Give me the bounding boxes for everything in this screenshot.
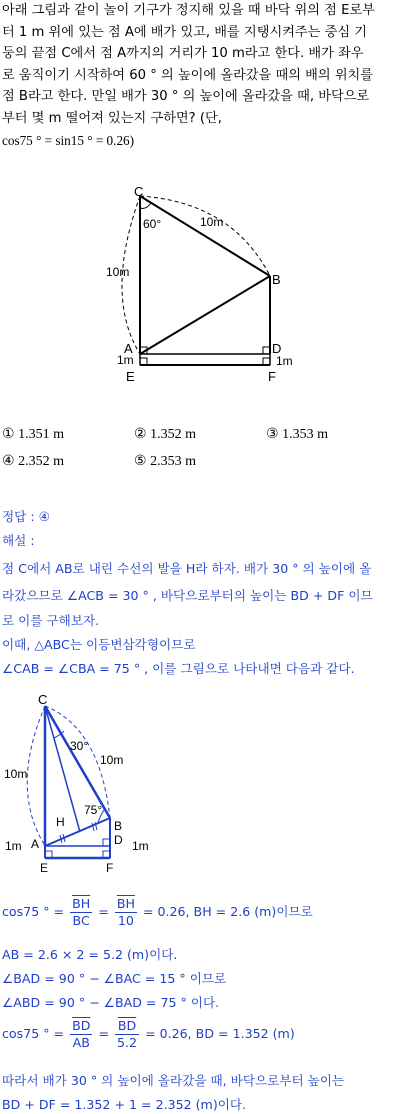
arc-path	[27, 706, 45, 844]
explanation-line: ∠CAB = ∠CBA = 75 ° , 이를 그림으로 나타내면 다음과 같다.	[2, 661, 355, 676]
calc-text: cos75 ° =	[2, 1026, 65, 1041]
fraction	[115, 1018, 139, 1051]
option-5[interactable]: ⑤ 2.353 m	[134, 454, 196, 469]
label-b: B	[272, 272, 281, 287]
label-c: C	[38, 692, 48, 707]
angle-label: 75°	[84, 803, 103, 817]
figure-2	[0, 688, 400, 888]
denominator: 10	[117, 913, 134, 928]
figure-1	[0, 178, 400, 398]
label-e: E	[40, 861, 49, 875]
calc-text: = 0.26, BH = 2.6 (m)이므로	[142, 904, 313, 919]
explanation-line: 이때, △ABC는 이등변삼각형이므로	[2, 637, 196, 652]
label-a: A	[31, 837, 40, 851]
option-4[interactable]: ④ 2.352 m	[2, 454, 64, 469]
label-b: B	[114, 819, 123, 833]
numerator: $\overline{BD}$	[115, 1018, 139, 1035]
denominator: 5.2	[117, 1035, 138, 1050]
options-row	[2, 426, 398, 453]
explanation-line: 점 C에서 AB로 내린 수선의 발을 H라 하자. 배가 30 ° 의 높이에 올	[2, 561, 372, 576]
label-c: C	[134, 184, 144, 199]
question-line: 점 B라고 한다. 만일 배가 30 ° 의 높이에 올라갔을 때, 바닥으로	[2, 89, 370, 105]
right-angle-mark	[140, 358, 147, 365]
calc-text: =	[98, 1026, 110, 1041]
right-angle-mark	[103, 839, 110, 846]
question-line: 아래 그림과 같이 놀이 기구가 정지해 있을 때 바닥 위의 점 E로부	[2, 3, 375, 18]
explanation-line: 라갔으므로 ∠ACB = 30 ° , 바닥으로부터의 높이는 BD + DF 이므	[2, 588, 373, 603]
numerator: $\overline{BH}$	[72, 896, 91, 911]
angle-label: 60°	[143, 217, 162, 231]
length-label: 10m	[200, 215, 224, 229]
length-label: 1m	[5, 839, 22, 853]
option-2[interactable]: ② 1.352 m	[134, 427, 196, 442]
right-angle-mark	[263, 358, 270, 365]
calc-text: = 0.26, BD = 1.352 (m)	[145, 1026, 295, 1041]
label-f: F	[106, 861, 114, 875]
question-line: 터 1 m 위에 있는 점 A에 배가 있고, 배를 지탱시켜주는 중심 기	[2, 24, 368, 40]
label-f: F	[268, 369, 276, 384]
length-label: 1m	[117, 353, 134, 367]
calc-line-5	[2, 1018, 398, 1051]
fraction	[115, 896, 137, 929]
line-ch	[45, 706, 80, 832]
explain-label: 해설 :	[2, 533, 35, 548]
calc-text: =	[98, 904, 109, 919]
angle-label: 30°	[70, 739, 89, 753]
length-label: 10m	[4, 767, 28, 781]
option-3[interactable]: ③ 1.353 m	[266, 427, 328, 442]
calc-line-2: AB = 2.6 × 2 = 5.2 (m)이다.	[2, 947, 178, 962]
right-angle-mark	[263, 347, 270, 354]
fraction	[70, 1018, 92, 1051]
label-e: E	[126, 369, 135, 384]
calc-line-1	[2, 896, 398, 929]
calc-line-7: BD + DF = 1.352 + 1 = 2.352 (m)이다.	[2, 1097, 247, 1112]
length-label: 1m	[132, 839, 149, 853]
calc-line-4: ∠ABD = 90 ° − ∠BAD = 75 ° 이다.	[2, 995, 220, 1010]
label-a: A	[124, 341, 133, 356]
length-label: 1m	[276, 354, 293, 368]
label-d: D	[114, 833, 123, 847]
explanation-line: 로 이를 구해보자.	[2, 613, 100, 628]
label-h: H	[56, 815, 65, 829]
answer-options	[2, 426, 398, 480]
option-1[interactable]: ① 1.351 m	[2, 427, 64, 442]
calc-line-6: 따라서 배가 30 ° 의 높이에 올라갔을 때, 바닥으로부터 높이는	[2, 1073, 345, 1088]
numerator: $\overline{BH}$	[116, 896, 135, 911]
answer-label: 정답 : ④	[2, 509, 50, 524]
line-cb	[140, 196, 270, 276]
question-line: 둥의 끝점 C에서 점 A까지의 거리가 10 m라고 한다. 배가 좌우	[2, 46, 364, 62]
length-label: 10m	[106, 265, 130, 279]
calc-text: cos75 ° =	[2, 904, 65, 919]
numerator: $\overline{BD}$	[72, 1018, 91, 1033]
denominator: BC	[72, 913, 90, 928]
length-label: 10m	[100, 753, 124, 767]
question-text	[2, 0, 398, 151]
calc-line-3: ∠BAD = 90 ° − ∠BAC = 15 ° 이므로	[2, 971, 227, 986]
question-line: 부터 몇 m 떨어져 있는지 구하면? (단,	[2, 110, 222, 126]
options-row	[2, 453, 398, 480]
label-d: D	[272, 341, 282, 356]
fraction	[70, 896, 92, 929]
angle-arc	[140, 203, 151, 208]
line-ab	[140, 276, 270, 354]
question-line: 로 움직이기 시작하여 60 ° 의 높이에 올라갔을 때의 배의 위치를	[2, 67, 374, 83]
question-line: cos75 ° = sin15 ° = 0.26)	[2, 132, 135, 148]
denominator: AB	[72, 1035, 90, 1050]
